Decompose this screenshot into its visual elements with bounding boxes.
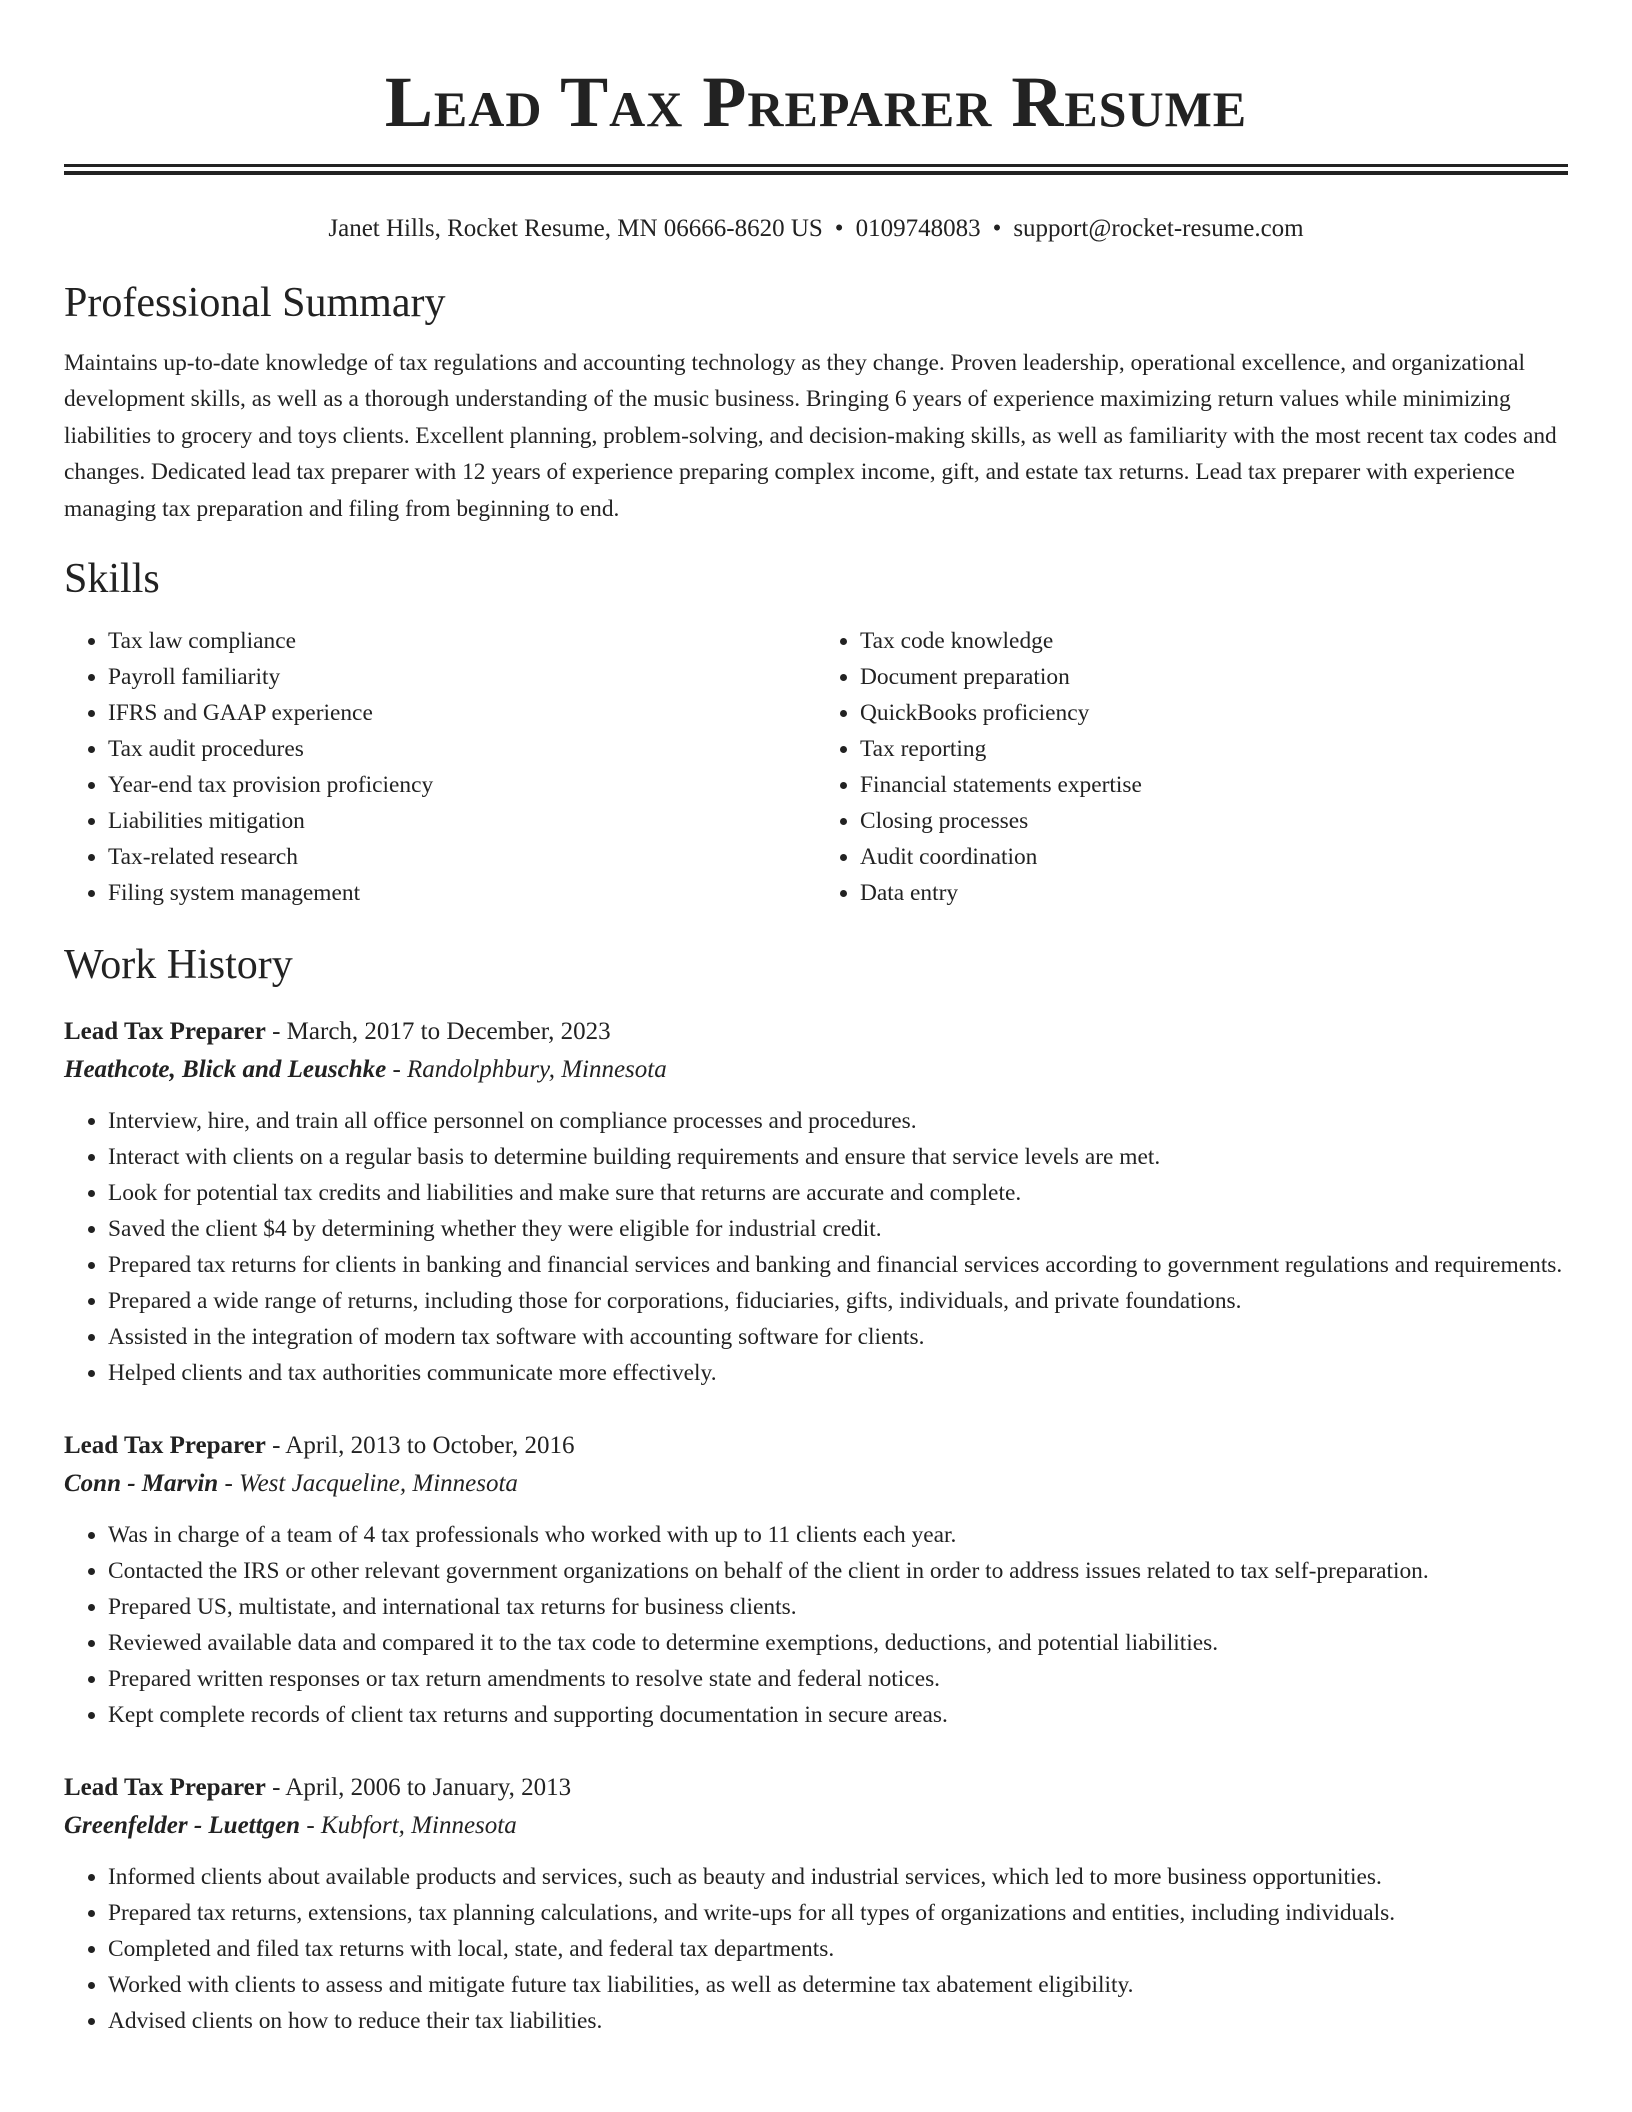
contact-separator: • bbox=[834, 215, 844, 242]
job-company: Heathcote, Blick and Leuschke bbox=[64, 1056, 387, 1084]
job-bullet: • Worked with clients to assess and mitigate future tax liabilities, as well as determine tax abatement eligibility. bbox=[108, 1967, 1568, 2003]
title-divider bbox=[64, 164, 1568, 175]
work-history-heading: Work History bbox=[64, 942, 293, 989]
job-company-line bbox=[64, 1807, 1568, 1845]
skill-item: • Financial statements expertise bbox=[860, 767, 1568, 803]
skills-column-left bbox=[64, 623, 816, 911]
job-title-line bbox=[64, 1013, 1568, 1051]
skill-item: • QuickBooks proficiency bbox=[860, 695, 1568, 731]
skill-item: • Tax audit procedures bbox=[108, 731, 816, 767]
skill-item: • Tax law compliance bbox=[108, 623, 816, 659]
skill-item: • Filing system management bbox=[108, 875, 816, 911]
skill-item: • Tax code knowledge bbox=[860, 623, 1568, 659]
job-entry bbox=[64, 1769, 1568, 2039]
job-bullets bbox=[64, 1517, 1568, 1733]
job-dates: - April, 2013 to October, 2016 bbox=[265, 1432, 575, 1460]
job-role: Lead Tax Preparer bbox=[64, 1018, 266, 1046]
skill-item: • Tax reporting bbox=[860, 731, 1568, 767]
job-bullet: • Advised clients on how to reduce their tax liabilities. bbox=[108, 2003, 1568, 2039]
job-bullet: • Completed and filed tax returns with local, state, and federal tax departments. bbox=[108, 1931, 1568, 1967]
contact-line bbox=[64, 213, 1568, 245]
skills-column-right bbox=[816, 623, 1568, 911]
job-company-line bbox=[64, 1465, 1568, 1503]
skills-heading: Skills bbox=[64, 556, 160, 603]
job-bullet: • Was in charge of a team of 4 tax professionals who worked with up to 11 clients each year. bbox=[108, 1517, 1568, 1553]
job-bullet: • Saved the client $4 by determining whether they were eligible for industrial credit. bbox=[108, 1211, 1568, 1247]
job-bullets bbox=[64, 1103, 1568, 1391]
job-title-line bbox=[64, 1769, 1568, 1807]
job-company: Conn - Marvin bbox=[64, 1470, 219, 1498]
job-dates: - March, 2017 to December, 2023 bbox=[265, 1018, 611, 1046]
job-bullet: • Contacted the IRS or other relevant government organizations on behalf of the client in order to address issues related to tax self-preparation. bbox=[108, 1553, 1568, 1589]
page-title: Lead Tax Preparer Resume bbox=[384, 62, 1248, 142]
job-entry bbox=[64, 1013, 1568, 1391]
job-bullets bbox=[64, 1859, 1568, 2039]
job-bullet: • Prepared tax returns for clients in banking and financial services and banking and financial services according to government regulations and requirements. bbox=[108, 1247, 1568, 1283]
skill-item: • Payroll familiarity bbox=[108, 659, 816, 695]
skill-item: • Liabilities mitigation bbox=[108, 803, 816, 839]
summary-text: Maintains up-to-date knowledge of tax regulations and accounting technology as they change. Proven leadership, operational excellence, and organizational development skills, as well as a thorough understanding of the music business. Bringing 6 years of experience maximizing return values while minimizing liabilities to grocery and toys clients. Excellent planning, problem-solving, and decision-making skills, as well as familiarity with the most recent tax codes and changes. Dedicated lead tax preparer with 12 years of experience preparing complex income, gift, and estate tax returns. Lead tax preparer with experience managing tax preparation and filing from beginning to end. bbox=[64, 350, 1557, 522]
job-title-line bbox=[64, 1427, 1568, 1465]
skill-item: • Audit coordination bbox=[860, 839, 1568, 875]
skill-item: • Closing processes bbox=[860, 803, 1568, 839]
job-role: Lead Tax Preparer bbox=[64, 1432, 266, 1460]
skill-item: • Data entry bbox=[860, 875, 1568, 911]
contact-email: support@rocket-resume.com bbox=[1013, 215, 1304, 242]
skill-item: • IFRS and GAAP experience bbox=[108, 695, 816, 731]
job-location: - West Jacqueline, Minnesota bbox=[218, 1470, 518, 1498]
job-bullet: • Prepared a wide range of returns, including those for corporations, fiduciaries, gifts, individuals, and private foundations. bbox=[108, 1283, 1568, 1319]
skill-item: • Year-end tax provision proficiency bbox=[108, 767, 816, 803]
job-bullet: • Helped clients and tax authorities communicate more effectively. bbox=[108, 1355, 1568, 1391]
job-dates: - April, 2006 to January, 2013 bbox=[265, 1774, 572, 1802]
skill-item: • Tax-related research bbox=[108, 839, 816, 875]
job-bullet: • Interview, hire, and train all office personnel on compliance processes and procedures. bbox=[108, 1103, 1568, 1139]
job-bullet: • Prepared written responses or tax return amendments to resolve state and federal notices. bbox=[108, 1661, 1568, 1697]
job-bullet: • Interact with clients on a regular basis to determine building requirements and ensure that service levels are met. bbox=[108, 1139, 1568, 1175]
job-bullet: • Reviewed available data and compared it to the tax code to determine exemptions, deductions, and potential liabilities. bbox=[108, 1625, 1568, 1661]
contact-address: Janet Hills, Rocket Resume, MN 06666-8620 US bbox=[328, 215, 823, 242]
job-bullet: • Assisted in the integration of modern tax software with accounting software for clients. bbox=[108, 1319, 1568, 1355]
job-company-line bbox=[64, 1051, 1568, 1089]
job-entry bbox=[64, 1427, 1568, 1733]
skill-item: • Document preparation bbox=[860, 659, 1568, 695]
contact-phone: 0109748083 bbox=[855, 215, 981, 242]
job-bullet: • Prepared tax returns, extensions, tax planning calculations, and write-ups for all types of organizations and entities, including individuals. bbox=[108, 1895, 1568, 1931]
job-bullet: • Kept complete records of client tax returns and supporting documentation in secure areas. bbox=[108, 1697, 1568, 1733]
contact-separator: • bbox=[992, 215, 1002, 242]
job-company: Greenfelder - Luettgen bbox=[64, 1812, 301, 1840]
job-location: - Randolphbury, Minnesota bbox=[386, 1056, 667, 1084]
job-location: - Kubfort, Minnesota bbox=[300, 1812, 517, 1840]
job-bullet: • Prepared US, multistate, and international tax returns for business clients. bbox=[108, 1589, 1568, 1625]
summary-heading: Professional Summary bbox=[64, 280, 446, 326]
job-role: Lead Tax Preparer bbox=[64, 1774, 266, 1802]
job-bullet: • Informed clients about available products and services, such as beauty and industrial services, which led to more business opportunities. bbox=[108, 1859, 1568, 1895]
skills-list bbox=[64, 623, 1568, 911]
job-bullet: • Look for potential tax credits and liabilities and make sure that returns are accurate and complete. bbox=[108, 1175, 1568, 1211]
